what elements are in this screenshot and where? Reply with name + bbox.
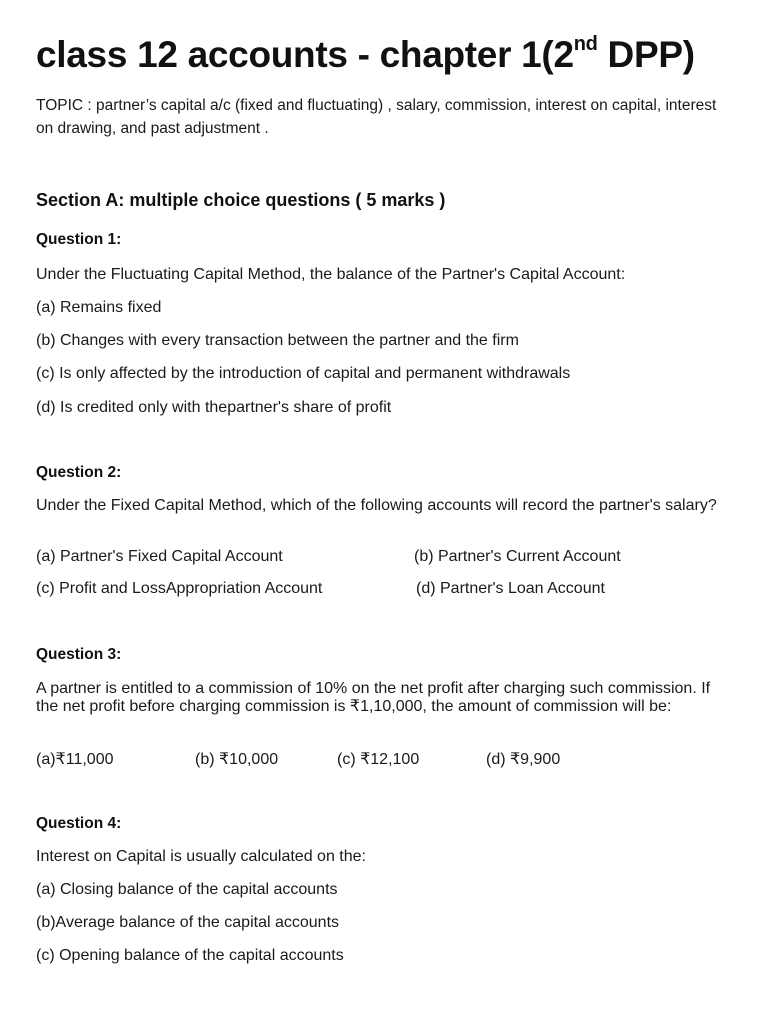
question-3-option-b: (b) ₹10,000 bbox=[195, 751, 279, 768]
question-3-option-d: (d) ₹9,900 bbox=[486, 751, 561, 768]
question-3-label: Question 3: bbox=[36, 646, 122, 663]
question-1-option-b: (b) Changes with every transaction between the partner and the firm bbox=[36, 332, 519, 349]
question-2-option-a: (a) Partner's Fixed Capital Account bbox=[36, 548, 283, 565]
page-title bbox=[36, 34, 695, 76]
question-3-option-a: (a)₹11,000 bbox=[36, 751, 114, 768]
question-2-option-d: (d) Partner's Loan Account bbox=[416, 580, 605, 597]
question-1-option-a: (a) Remains fixed bbox=[36, 299, 162, 316]
question-4-option-c: (c) Opening balance of the capital accounts bbox=[36, 947, 344, 964]
question-4-label: Question 4: bbox=[36, 815, 122, 832]
question-1-label: Question 1: bbox=[36, 231, 122, 248]
question-2-text: Under the Fixed Capital Method, which of the following accounts will record the partner's salary? bbox=[36, 497, 717, 514]
topic-line: TOPIC : partner’s capital a/c (fixed and fluctuating) , salary, commission, interest on capital, interest on drawing, and past adjustment . bbox=[36, 97, 717, 137]
question-1-text: Under the Fluctuating Capital Method, the balance of the Partner's Capital Account: bbox=[36, 266, 626, 283]
question-4-option-a: (a) Closing balance of the capital accounts bbox=[36, 881, 338, 898]
question-2-option-b: (b) Partner's Current Account bbox=[414, 548, 621, 565]
title-superscript: nd bbox=[573, 32, 598, 55]
section-heading: Section A: multiple choice questions ( 5 marks ) bbox=[36, 190, 446, 210]
question-2-label: Question 2: bbox=[36, 464, 122, 481]
question-3-option-c: (c) ₹12,100 bbox=[337, 751, 420, 768]
question-1-option-c: (c) Is only affected by the introduction of capital and permanent withdrawals bbox=[36, 365, 571, 382]
question-1-option-d: (d) Is credited only with thepartner's share of profit bbox=[36, 399, 392, 416]
question-4-option-b: (b)Average balance of the capital accounts bbox=[36, 914, 340, 931]
title-tail: DPP) bbox=[597, 34, 695, 75]
question-3-text: A partner is entitled to a commission of 10% on the net profit after charging such commission. If the net profit before charging commission is ₹1,10,000, the amount of commission will be: bbox=[36, 680, 711, 715]
question-2-option-c: (c) Profit and LossAppropriation Account bbox=[36, 580, 323, 597]
question-4-text: Interest on Capital is usually calculated on the: bbox=[36, 848, 366, 865]
title-main: class 12 accounts - chapter 1(2 bbox=[36, 34, 574, 75]
